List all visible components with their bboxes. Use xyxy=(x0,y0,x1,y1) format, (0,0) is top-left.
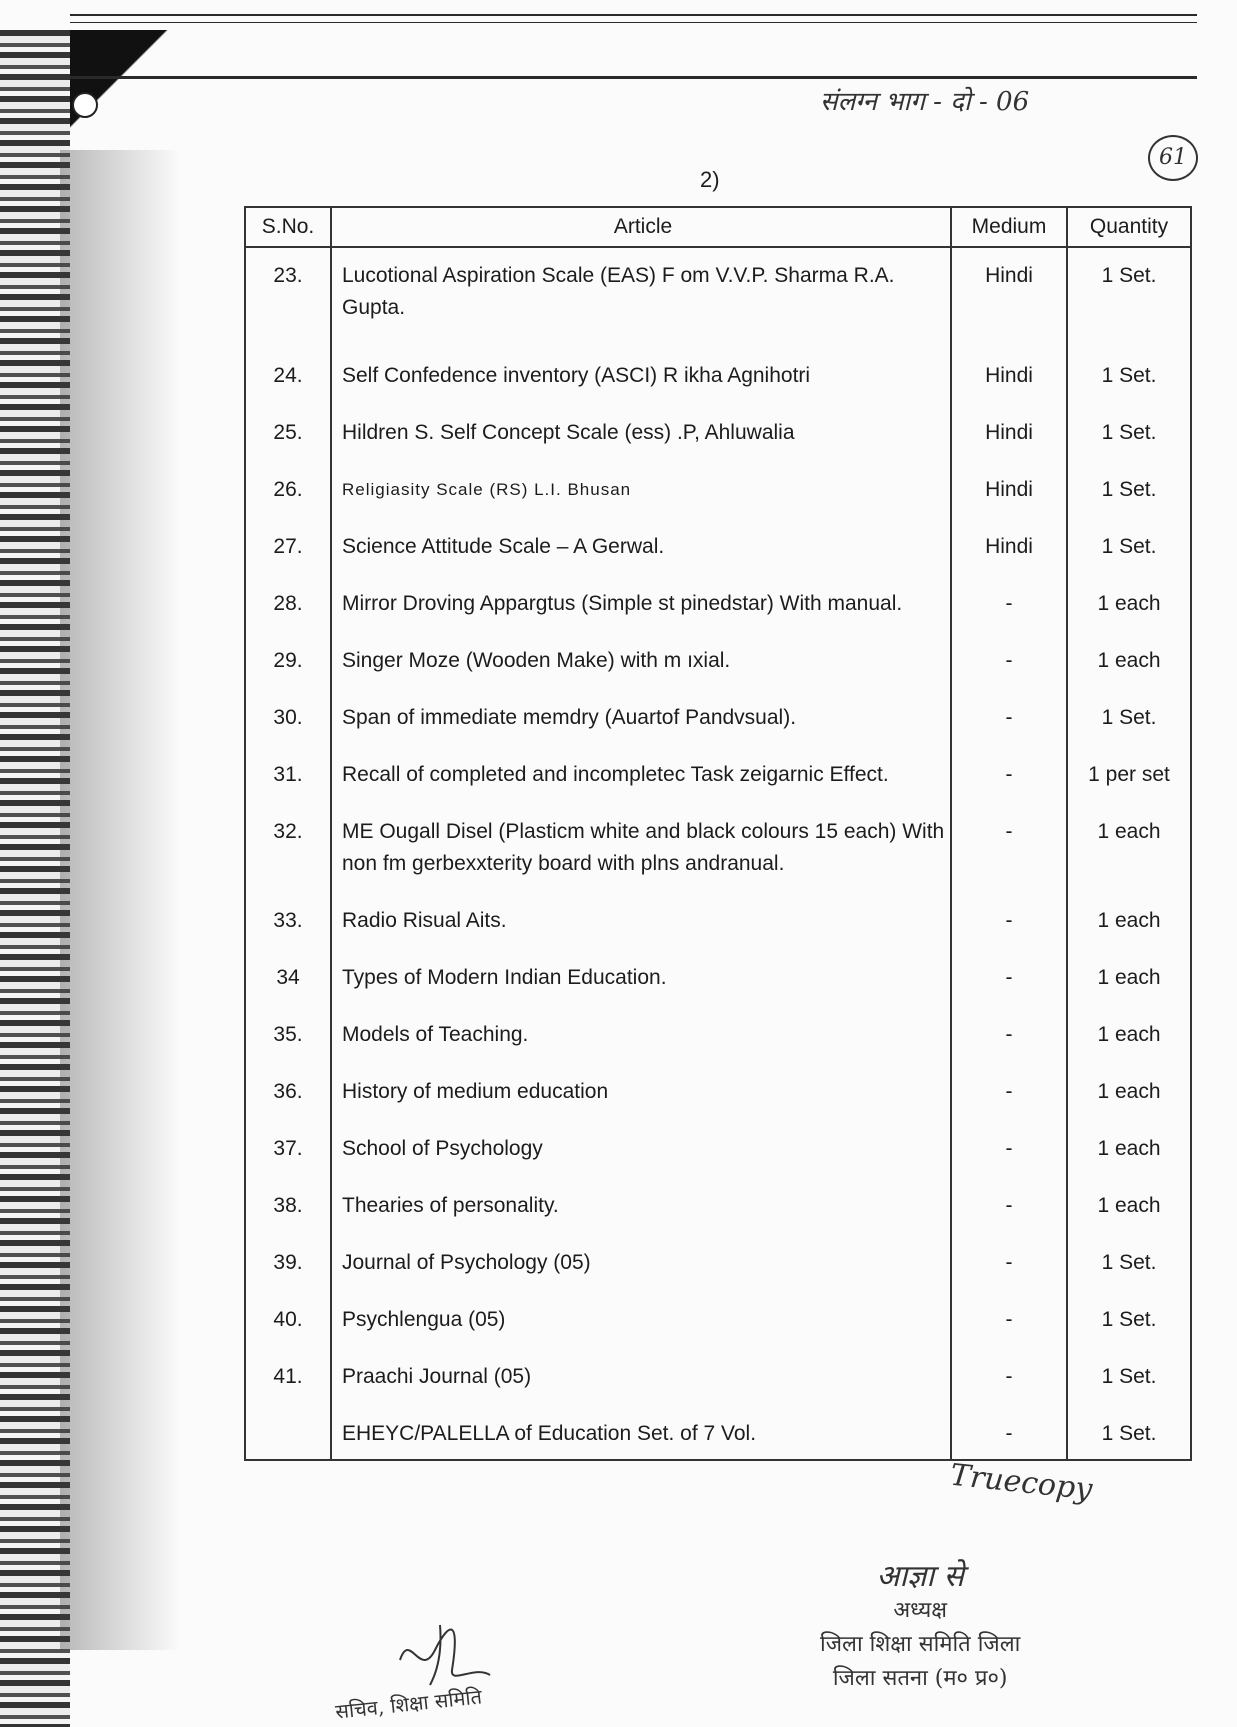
col-header-medium: Medium xyxy=(951,207,1067,247)
table-header-row xyxy=(245,207,1191,247)
row-medium: - xyxy=(951,1345,1067,1402)
table-row xyxy=(245,247,1191,344)
row-quantity: 1 Set. xyxy=(1067,1402,1191,1460)
row-sno: 26. xyxy=(245,458,331,515)
row-sno: 41. xyxy=(245,1345,331,1402)
row-medium: - xyxy=(951,1117,1067,1174)
row-medium: Hindi xyxy=(951,515,1067,572)
row-sno: 27. xyxy=(245,515,331,572)
row-medium: - xyxy=(951,1003,1067,1060)
row-sno: 35. xyxy=(245,1003,331,1060)
row-sno: 34 xyxy=(245,946,331,1003)
col-header-quantity: Quantity xyxy=(1067,207,1191,247)
row-article: School of Psychology xyxy=(331,1117,951,1174)
true-copy-annotation: Truecopy xyxy=(948,1457,1094,1508)
row-article: Models of Teaching. xyxy=(331,1003,951,1060)
row-article: Span of immediate memdry (Auartof Pandvsual). xyxy=(331,686,951,743)
row-sno: 37. xyxy=(245,1117,331,1174)
row-quantity: 1 Set. xyxy=(1067,401,1191,458)
row-article: Recall of completed and incompletec Task zeigarnic Effect. xyxy=(331,743,951,800)
row-article: Psychlengua (05) xyxy=(331,1288,951,1345)
table-row xyxy=(245,629,1191,686)
row-medium: - xyxy=(951,572,1067,629)
row-sno: 29. xyxy=(245,629,331,686)
table-row xyxy=(245,743,1191,800)
row-medium: - xyxy=(951,1060,1067,1117)
top-rule xyxy=(70,76,1197,79)
row-sno: 31. xyxy=(245,743,331,800)
row-sno: 24. xyxy=(245,344,331,401)
table-row xyxy=(245,401,1191,458)
row-medium: - xyxy=(951,946,1067,1003)
table-row xyxy=(245,1288,1191,1345)
table-row xyxy=(245,800,1191,889)
table-row xyxy=(245,344,1191,401)
page-number: 2) xyxy=(700,167,720,192)
row-quantity: 1 each xyxy=(1067,889,1191,946)
row-sno: 39. xyxy=(245,1231,331,1288)
top-rule xyxy=(70,14,1197,16)
page-mark: 61 xyxy=(1148,135,1198,181)
row-article: EHEYC/PALELLA of Education Set. of 7 Vol. xyxy=(331,1402,951,1460)
table-row xyxy=(245,686,1191,743)
official-stamp xyxy=(820,1560,1020,1696)
page-corner-shadow xyxy=(70,30,190,150)
row-sno: 28. xyxy=(245,572,331,629)
row-quantity: 1 each xyxy=(1067,946,1191,1003)
row-medium: - xyxy=(951,1231,1067,1288)
row-quantity: 1 each xyxy=(1067,1174,1191,1231)
stamp-line: जिला शिक्षा समिति जिला xyxy=(820,1632,1021,1657)
row-quantity: 1 each xyxy=(1067,572,1191,629)
stamp-line: आज्ञा से xyxy=(876,1559,964,1594)
row-article: Journal of Psychology (05) xyxy=(331,1231,951,1288)
row-quantity: 1 Set. xyxy=(1067,1231,1191,1288)
row-quantity: 1 each xyxy=(1067,1117,1191,1174)
table-row xyxy=(245,1117,1191,1174)
row-quantity: 1 each xyxy=(1067,1003,1191,1060)
row-article: Lucotional Aspiration Scale (EAS) F om V.V.P. Sharma R.A. Gupta. xyxy=(331,247,951,344)
row-sno: 33. xyxy=(245,889,331,946)
row-medium: Hindi xyxy=(951,401,1067,458)
row-article: Religiasity Scale (RS) L.I. Bhusan xyxy=(331,458,951,515)
articles-table xyxy=(244,206,1192,1461)
punch-hole xyxy=(72,92,98,118)
row-medium: - xyxy=(951,889,1067,946)
row-medium: Hindi xyxy=(951,247,1067,344)
table-row xyxy=(245,572,1191,629)
row-article: Hildren S. Self Concept Scale (ess) .P, Ahluwalia xyxy=(331,401,951,458)
signature xyxy=(380,1610,500,1690)
table-row xyxy=(245,946,1191,1003)
table-row xyxy=(245,1003,1191,1060)
row-medium: Hindi xyxy=(951,344,1067,401)
stamp-line: जिला सतना (म० प्र०) xyxy=(832,1666,1008,1691)
row-article: Science Attitude Scale – A Gerwal. xyxy=(331,515,951,572)
row-article: Thearies of personality. xyxy=(331,1174,951,1231)
table-row xyxy=(245,515,1191,572)
table-row xyxy=(245,1231,1191,1288)
signature-caption: सचिव, शिक्षा समिति xyxy=(334,1684,484,1724)
row-quantity: 1 Set. xyxy=(1067,1288,1191,1345)
row-article: Radio Risual Aits. xyxy=(331,889,951,946)
row-sno: 30. xyxy=(245,686,331,743)
col-header-sno: S.No. xyxy=(245,207,331,247)
binding-shadow xyxy=(60,150,180,1650)
row-medium: - xyxy=(951,686,1067,743)
table-row xyxy=(245,1345,1191,1402)
row-sno: 25. xyxy=(245,401,331,458)
row-article: Types of Modern Indian Education. xyxy=(331,946,951,1003)
row-article: History of medium education xyxy=(331,1060,951,1117)
row-medium: - xyxy=(951,743,1067,800)
row-quantity: 1 Set. xyxy=(1067,247,1191,344)
row-medium: - xyxy=(951,1402,1067,1460)
row-quantity: 1 per set xyxy=(1067,743,1191,800)
row-sno: 32. xyxy=(245,800,331,889)
row-quantity: 1 each xyxy=(1067,1060,1191,1117)
table-row xyxy=(245,1174,1191,1231)
row-sno: 40. xyxy=(245,1288,331,1345)
row-medium: - xyxy=(951,800,1067,889)
row-medium: - xyxy=(951,1174,1067,1231)
table-row xyxy=(245,1060,1191,1117)
stamp-line: अध्यक्ष xyxy=(893,1598,947,1623)
table-row xyxy=(245,458,1191,515)
row-sno xyxy=(245,1402,331,1460)
row-quantity: 1 Set. xyxy=(1067,515,1191,572)
top-rule xyxy=(70,22,1197,23)
row-quantity: 1 Set. xyxy=(1067,686,1191,743)
reference-note: संलग्न भाग - दो - 06 xyxy=(820,87,1030,117)
row-article: Mirror Droving Appargtus (Simple st pinedstar) With manual. xyxy=(331,572,951,629)
row-medium: Hindi xyxy=(951,458,1067,515)
row-quantity: 1 each xyxy=(1067,629,1191,686)
row-medium: - xyxy=(951,629,1067,686)
row-article: Self Confedence inventory (ASCI) R ikha Agnihotri xyxy=(331,344,951,401)
row-sno: 38. xyxy=(245,1174,331,1231)
row-quantity: 1 Set. xyxy=(1067,458,1191,515)
row-sno: 36. xyxy=(245,1060,331,1117)
row-quantity: 1 Set. xyxy=(1067,1345,1191,1402)
row-article: Singer Moze (Wooden Make) with m ıxial. xyxy=(331,629,951,686)
row-quantity: 1 each xyxy=(1067,800,1191,889)
row-sno: 23. xyxy=(245,247,331,344)
row-medium: - xyxy=(951,1288,1067,1345)
row-article: Praachi Journal (05) xyxy=(331,1345,951,1402)
table-row xyxy=(245,889,1191,946)
row-quantity: 1 Set. xyxy=(1067,344,1191,401)
row-article: ME Ougall Disel (Plasticm white and black colours 15 each) With non fm gerbexxterity board with plns andranual. xyxy=(331,800,951,889)
table-row xyxy=(245,1402,1191,1460)
col-header-article: Article xyxy=(331,207,951,247)
